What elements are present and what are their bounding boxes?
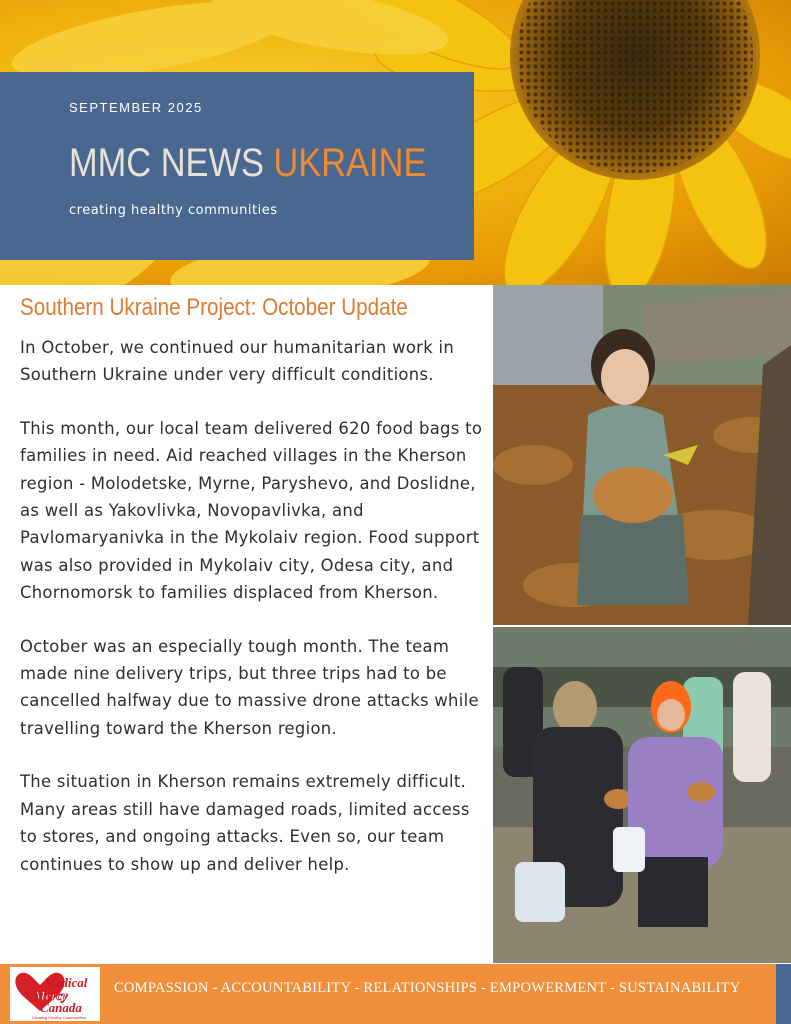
- logo-text-canada: Canada: [40, 1000, 82, 1015]
- logo-text-mercy: Mercy: [34, 988, 68, 1003]
- logo-text-medical: Medical: [44, 975, 88, 990]
- article-paragraph: In October, we continued our humanitarian work in Southern Ukraine under very difficult conditions.: [20, 338, 455, 385]
- tagline: creating healthy communities: [69, 203, 278, 218]
- photo-girl-with-bread: [493, 285, 791, 625]
- article-paragraph: The situation in Kherson remains extremely difficult. Many areas still have damaged roads, limited access to stores, and ongoing attacks. Even so, our team continues to show up and deliver help.: [20, 772, 470, 874]
- title-part-mmc-news: MMC NEWS: [69, 141, 264, 185]
- header-title-box: [0, 72, 474, 260]
- title-part-ukraine: UKRAINE: [273, 141, 427, 185]
- photo-women-receiving-aid: [493, 627, 791, 963]
- article-title: Southern Ukraine Project: October Update: [20, 294, 408, 321]
- issue-date: SEPTEMBER 2025: [69, 100, 203, 115]
- medical-mercy-canada-logo: [10, 967, 100, 1021]
- logo-text-tag: Creating Healthy Communities: [32, 1015, 87, 1020]
- article-paragraph: October was an especially tough month. The team made nine delivery trips, but three trips had to be cancelled halfway due to massive drone attacks while travelling toward the Kherson region.: [20, 636, 479, 738]
- article-body: [20, 334, 486, 904]
- footer-edge-accent: [776, 964, 791, 1024]
- organization-values: COMPASSION - ACCOUNTABILITY - RELATIONSHIPS - EMPOWERMENT - SUSTAINABILITY: [114, 980, 741, 996]
- footer-bar: [0, 964, 776, 1024]
- newsletter-title: [69, 139, 427, 187]
- article-paragraph: This month, our local team delivered 620 food bags to families in need. Aid reached villages in the Kherson region - Molodetske, Myrne, Paryshevo, and Doslidne, as well as Yakovlivka, Novopavlivka, and Pavlomaryanivka in the Mykolaiv region. Food support was also provided in Mykolaiv city, Odesa city, and Chornomorsk to families displaced from Kherson.: [20, 418, 483, 603]
